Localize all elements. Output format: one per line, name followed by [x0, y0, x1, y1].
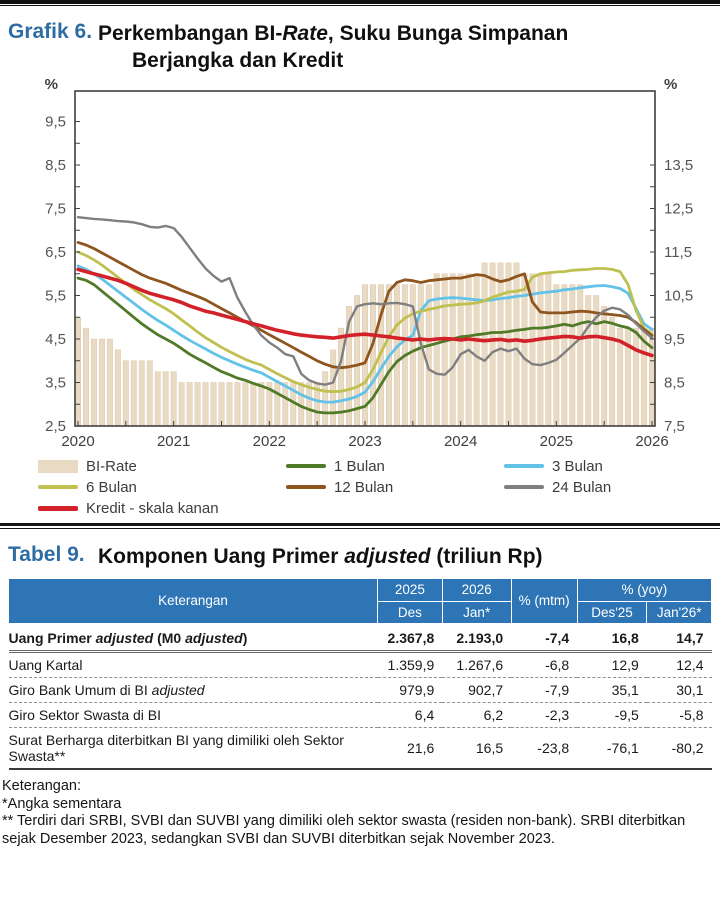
legend-swatch-bar	[38, 460, 78, 473]
legend-swatch-line	[38, 485, 78, 489]
legend-label: 6 Bulan	[86, 478, 137, 496]
table-row	[9, 677, 712, 702]
table-row	[9, 624, 712, 651]
legend-swatch-line	[286, 485, 326, 489]
row-value: 14,7	[676, 629, 704, 646]
row-label: Uang Kartal	[8, 656, 83, 673]
bar-bi-rate	[482, 262, 487, 425]
row-value: -7,4	[545, 629, 570, 646]
bar-bi-rate	[195, 382, 200, 426]
legend-item	[38, 500, 286, 517]
bar-bi-rate	[171, 371, 176, 425]
tabel-header	[0, 529, 720, 572]
legend-swatch-line	[38, 506, 78, 511]
bar-bi-rate	[283, 382, 288, 426]
legend-item	[504, 458, 720, 475]
right-tick-label: 7,5	[664, 417, 685, 435]
bar-bi-rate	[203, 382, 208, 426]
right-axis-unit: %	[664, 78, 678, 93]
legend-label: Kredit - skala kanan	[86, 499, 219, 517]
bar-bi-rate	[251, 382, 256, 426]
x-tick-label: 2020	[61, 432, 95, 450]
row-value: 2.367,8	[387, 629, 435, 646]
left-tick-label: 5,5	[45, 287, 66, 305]
row-label: Giro Bank Umum di BI adjusted	[8, 681, 205, 698]
bar-bi-rate	[275, 382, 280, 426]
tabel-number-label: Tabel 9.	[8, 542, 85, 566]
left-tick-label: 8,5	[45, 156, 66, 174]
row-value: 1.267,6	[456, 656, 504, 673]
right-tick-label: 11,5	[664, 243, 693, 261]
table-head	[9, 578, 712, 624]
col-header-2025: 2025	[378, 578, 443, 601]
legend-item	[38, 479, 286, 496]
bar-bi-rate	[649, 328, 654, 426]
col-header-des25: Des'25	[577, 601, 647, 624]
bar-bi-rate	[163, 371, 168, 425]
row-value: 6,4	[414, 706, 435, 723]
x-tick-label: 2026	[635, 432, 669, 450]
legend-label: 3 Bulan	[552, 457, 603, 475]
bar-bi-rate	[99, 339, 104, 426]
footnote-heading: Keterangan:	[2, 777, 82, 794]
col-header-mtm: % (mtm)	[511, 578, 577, 624]
row-value: 2.193,0	[456, 629, 504, 646]
footnote-line: *Angka sementara	[2, 795, 122, 812]
row-value: 16,5	[475, 739, 504, 756]
row-value: -2,3	[545, 706, 570, 723]
row-value: -76,1	[606, 739, 639, 756]
bar-bi-rate	[139, 360, 144, 425]
legend-item	[38, 458, 286, 475]
col-header-des: Des	[378, 601, 443, 624]
grafik-title	[98, 20, 568, 75]
x-tick-label: 2025	[539, 432, 574, 450]
x-tick-label: 2024	[443, 432, 478, 450]
bar-bi-rate	[609, 317, 614, 426]
bar-bi-rate	[554, 284, 559, 425]
bar-bi-rate	[179, 382, 184, 426]
row-value: 979,9	[399, 681, 435, 698]
left-tick-label: 7,5	[45, 200, 66, 218]
right-tick-label: 12,5	[664, 200, 694, 218]
bar-bi-rate	[354, 295, 359, 426]
bar-bi-rate	[506, 262, 511, 425]
row-label: Surat Berharga diterbitkan BI yang dimiliki oleh Sektor Swasta**	[8, 731, 344, 764]
left-tick-label: 3,5	[45, 374, 66, 392]
row-value: 35,1	[611, 681, 639, 698]
bar-bi-rate	[601, 306, 606, 426]
legend-swatch-line	[504, 464, 544, 468]
right-tick-label: 10,5	[664, 287, 694, 305]
row-value: -5,8	[679, 706, 704, 723]
row-value: -80,2	[671, 739, 704, 756]
left-tick-label: 6,5	[45, 243, 66, 261]
footnote-line: ** Terdiri dari SRBI, SVBI dan SUVBI yang dimiliki oleh sektor swasta (residen non-bank). SRBI diterbitkan sejak Desember 2023, sedangkan SVBI dan SUVBI diterbitkan sejak November 2023.	[2, 813, 686, 847]
legend-label: 12 Bulan	[334, 478, 394, 496]
left-tick-label: 4,5	[45, 330, 66, 348]
bar-bi-rate	[147, 360, 152, 425]
footnotes	[2, 778, 720, 849]
x-tick-label: 2022	[252, 432, 287, 450]
row-value: 6,2	[483, 706, 504, 723]
table-row	[9, 651, 712, 677]
bar-bi-rate	[498, 262, 503, 425]
table-row	[9, 727, 712, 769]
col-header-jan: Jan*	[442, 601, 511, 624]
row-value: 21,6	[407, 739, 435, 756]
bar-bi-rate	[75, 317, 80, 426]
col-header-keterangan: Keterangan	[9, 578, 378, 624]
col-header-yoy: % (yoy)	[577, 578, 711, 601]
x-tick-label: 2023	[348, 432, 382, 450]
table-row	[9, 702, 712, 727]
table-body	[9, 624, 712, 769]
left-tick-label: 9,5	[45, 113, 66, 131]
bar-bi-rate	[442, 273, 447, 425]
bar-bi-rate	[514, 262, 519, 425]
col-header-jan26: Jan'26*	[647, 601, 712, 624]
legend-item	[286, 479, 504, 496]
bar-bi-rate	[418, 284, 423, 425]
bar-bi-rate	[370, 284, 375, 425]
bar-bi-rate	[91, 339, 96, 426]
right-tick-label: 13,5	[664, 156, 694, 174]
bar-bi-rate	[490, 262, 495, 425]
row-value: 30,1	[676, 681, 704, 698]
row-label: Uang Primer adjusted (M0 adjusted)	[8, 629, 248, 646]
col-header-2026: 2026	[442, 578, 511, 601]
legend-label: 1 Bulan	[334, 457, 385, 475]
row-value: 12,4	[676, 656, 704, 673]
bar-bi-rate	[586, 295, 591, 426]
bar-bi-rate	[155, 371, 160, 425]
row-label: Giro Sektor Swasta di BI	[8, 706, 162, 723]
bar-bi-rate	[546, 273, 551, 425]
bar-bi-rate	[235, 382, 240, 426]
legend-item	[286, 458, 504, 475]
grafik-chart-svg	[0, 79, 720, 451]
bar-bi-rate	[633, 328, 638, 426]
bar-bi-rate	[259, 382, 264, 426]
bar-bi-rate	[227, 382, 232, 426]
tabel-title: Komponen Uang Primer adjusted (triliun Rp)	[98, 544, 543, 568]
bar-bi-rate	[578, 284, 583, 425]
bar-bi-rate	[107, 339, 112, 426]
bar-bi-rate	[570, 284, 575, 425]
grafik-header	[0, 6, 720, 77]
chart-container	[0, 79, 720, 456]
right-tick-label: 8,5	[664, 374, 685, 392]
right-tick-label: 9,5	[664, 330, 685, 348]
bar-bi-rate	[83, 328, 88, 426]
row-value: 12,9	[611, 656, 639, 673]
left-tick-label: 2,5	[45, 417, 66, 435]
chart-legend	[38, 458, 720, 517]
legend-label: BI-Rate	[86, 457, 137, 475]
uang-primer-table	[8, 578, 712, 770]
left-axis-unit: %	[44, 78, 58, 93]
legend-item	[504, 479, 720, 496]
bar-bi-rate	[474, 273, 479, 425]
bar-bi-rate	[115, 349, 120, 425]
legend-label: 24 Bulan	[552, 478, 612, 496]
row-value: -23,8	[537, 739, 570, 756]
bar-bi-rate	[211, 382, 216, 426]
row-value: 902,7	[468, 681, 504, 698]
bar-bi-rate	[187, 382, 192, 426]
bar-bi-rate	[434, 273, 439, 425]
bar-bi-rate	[322, 371, 327, 425]
row-value: 16,8	[611, 629, 639, 646]
row-value: -6,8	[545, 656, 570, 673]
grafik-title-line1: Perkembangan BI-Rate, Suku Bunga Simpanan	[98, 22, 569, 45]
bar-bi-rate	[458, 273, 463, 425]
bar-bi-rate	[426, 284, 431, 425]
bar-bi-rate	[538, 273, 543, 425]
grafik-number-label: Grafik 6.	[8, 20, 93, 43]
bar-bi-rate	[131, 360, 136, 425]
bar-bi-rate	[219, 382, 224, 426]
bar-bi-rate	[394, 284, 399, 425]
bar-bi-rate	[243, 382, 248, 426]
legend-swatch-line	[286, 464, 326, 468]
legend-swatch-line	[504, 485, 544, 489]
row-value: -7,9	[545, 681, 570, 698]
row-value: 1.359,9	[387, 656, 435, 673]
row-value: -9,5	[614, 706, 639, 723]
x-tick-label: 2021	[156, 432, 191, 450]
bar-bi-rate	[123, 360, 128, 425]
grafik-title-line2: Berjangka dan Kredit	[132, 49, 344, 73]
bar-bi-rate	[330, 349, 335, 425]
